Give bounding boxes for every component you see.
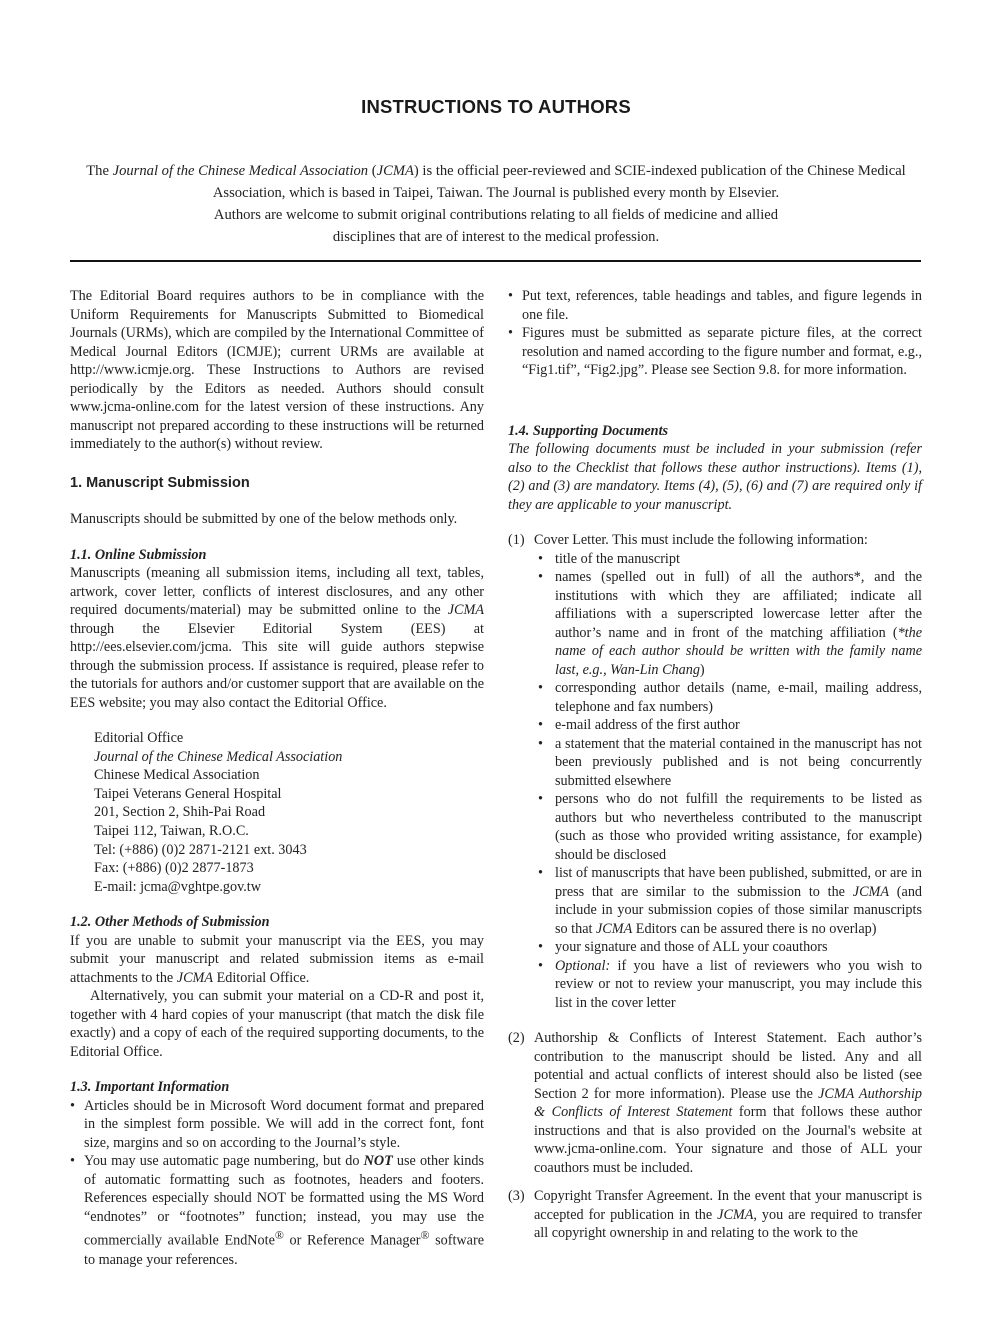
journal-abbrev: JCMA — [595, 920, 633, 937]
online-submission-paragraph — [70, 564, 484, 712]
page-title: INSTRUCTIONS TO AUTHORS — [361, 96, 631, 117]
list-item-text: use other kinds of automatic formatting such as footnotes, headers and footers. References especially should NOT be formatted using the MS Word “endnotes” or “footnotes” function; instead, you may use the commercially available EndNote — [84, 1153, 484, 1250]
journal-abbrev: JCMA — [376, 163, 414, 179]
subsection-heading-online-submission: 1.1. Online Submission — [70, 546, 207, 563]
intro-text: disciplines that are of interest to the medical profession. — [332, 229, 660, 245]
section-text: Manuscripts should be submitted by one of the below methods only. — [70, 511, 458, 527]
subsection-heading-supporting-documents: 1.4. Supporting Documents — [508, 422, 669, 439]
list-item: • Articles should be in Microsoft Word document format and prepared in the simplest form possible. We will add in the correct font, font size, margins and so on according to the Journal’s style. — [70, 1097, 484, 1153]
list-item — [555, 568, 922, 679]
important-info-list — [70, 1097, 484, 1269]
address-line: 201, Section 2, Shih-Pai Road — [94, 804, 266, 821]
emphasis-not: NOT — [363, 1153, 393, 1170]
intro-text: ) is the official peer-reviewed and SCIE-indexed publication of the Chinese Medical Association, which is based in Taipei, Taiwan. The Journal is published every month by Elsevier. — [212, 163, 906, 201]
cover-letter-requirements — [508, 550, 922, 1013]
list-item: • corresponding author details (name, e-mail, mailing address, telephone and fax numbers) — [555, 679, 922, 716]
opening-paragraph: The Editorial Board requires authors to be in compliance with the Uniform Requirements for Manuscripts Submitted to Biomedical Journals (URMs), which are compiled by the International Committee of Medical Journal Editors (ICMJE); current URMs are available at http://www.icmje.org. These Instructions to Authors are revised periodically by the Editors as needed. Authors should consult www.jcma-online.com for the latest version of these instructions. Any manuscript not prepared according to these instructions will be returned immediately to the author(s) without review. — [70, 288, 484, 452]
list-item-italic: *the name of each author should be written with the family name last, e.g., Wan-Lin Chang — [555, 624, 922, 678]
journal-abbrev: JCMA — [717, 1206, 754, 1223]
editorial-office-address — [94, 729, 484, 896]
list-item — [70, 1152, 484, 1269]
item-number: (2) — [508, 1030, 525, 1046]
list-item-text: software to manage your references. — [84, 1233, 484, 1268]
journal-abbrev: JCMA — [176, 969, 214, 986]
intro-paragraph — [70, 160, 922, 248]
form-name: JCMA Authorship & Conflicts of Interest Statement — [534, 1085, 922, 1120]
subsection-heading-other-methods: 1.2. Other Methods of Submission — [70, 914, 270, 931]
list-item-text: or Reference Manager — [283, 1233, 421, 1250]
list-item — [555, 864, 922, 938]
item-number: (1) — [508, 532, 525, 548]
address-phone: Tel: (+886) (0)2 2871-2121 ext. 3043 — [94, 841, 307, 858]
list-item: • a statement that the material contained in the manuscript has not been previously published and is not being concurrently submitted elsewhere — [555, 735, 922, 791]
list-item — [555, 957, 922, 1013]
registered-mark: ® — [274, 1228, 284, 1243]
address-line: Taipei Veterans General Hospital — [94, 785, 282, 802]
paragraph-text: through the Elsevier Editorial System (EES) at http://ees.elsevier.com/jcma. This site will guide authors stepwise through the submission process. If assistance is required, please refer to the tutorials for authors and/or customer support that are available on the EES website; you may also contact the Editorial Office. — [70, 620, 484, 711]
numbered-item-copyright-transfer — [508, 1187, 922, 1243]
intro-text: ( — [368, 163, 377, 179]
numbered-item-authorship-statement — [508, 1029, 922, 1177]
paragraph-text: If you are unable to submit your manuscript via the EES, you may submit your manuscript and related submission items as e-mail attachments to the — [70, 932, 484, 986]
paragraph-text: Manuscripts (meaning all submission items, including all text, tables, artwork, cover letter, conflicts of interest disclosures, and any other required documents/material) may be submitted online to the — [70, 565, 484, 618]
list-item-text: ) — [699, 661, 705, 678]
right-column — [508, 287, 922, 1243]
header-divider — [70, 260, 921, 262]
list-item: • Put text, references, table headings and tables, and figure legends in one file. — [508, 287, 922, 324]
item-number: (3) — [508, 1188, 525, 1204]
journal-abbrev: JCMA — [447, 602, 484, 618]
paragraph-text: Editorial Office. — [213, 969, 310, 986]
item-text: Authorship & Conflicts of Interest Statement. Each author’s contribution to the manuscript should be listed. Any and all potential and actual conflicts of interest should also be listed (see Section 2 for more information). Please use the — [534, 1030, 922, 1102]
left-column — [70, 287, 484, 1269]
list-item: • e-mail address of the first author — [555, 716, 922, 735]
optional-label: Optional: — [555, 957, 611, 974]
journal-abbrev: JCMA — [852, 883, 890, 900]
intro-text: Authors are welcome to submit original contributions relating to all fields of medicine and allied — [213, 207, 779, 223]
section-heading-manuscript-submission: 1. Manuscript Submission — [70, 474, 250, 491]
numbered-item-cover-letter — [508, 531, 922, 550]
list-item-text: names (spelled out in full) of all the authors*, and the institutions with which they are affiliated; indicate all affiliations with a superscripted lowercase letter after the author’s name and in front of the matching affiliation ( — [555, 569, 922, 641]
list-item: • your signature and those of ALL your coauthors — [555, 938, 922, 957]
list-item-text: (and include in your submission copies of those similar manuscripts so that — [555, 883, 923, 937]
address-line: Chinese Medical Association — [94, 767, 260, 784]
other-methods-paragraph — [70, 932, 484, 988]
address-line: Journal of the Chinese Medical Association — [94, 748, 343, 765]
list-item: • persons who do not fulfill the requirements to be listed as authors but who nevertheless contributed to the manuscript (such as those who provided writing assistance, for example) should be disclosed — [555, 790, 922, 864]
item-text: form that follows these author instructions and that is also provided on the Journal's website at www.jcma-online.com. Your signature and those of ALL your coauthors must be included. — [534, 1104, 922, 1176]
item-text: Copyright Transfer Agreement. In the event that your manuscript is accepted for publication in the — [534, 1188, 922, 1223]
list-item-text: Editors can be assured there is no overlap) — [632, 920, 877, 937]
address-email: E-mail: jcma@vghtpe.gov.tw — [94, 878, 261, 895]
item-text: Cover Letter. This must include the following information: — [534, 532, 868, 548]
address-line: Editorial Office — [94, 730, 184, 746]
list-item: • title of the manuscript — [555, 550, 922, 569]
list-item-text: list of manuscripts that have been published, submitted, or are in press that are similar to the submission to the — [555, 865, 922, 900]
list-item-text: You may use automatic page numbering, but do — [84, 1153, 364, 1170]
address-fax: Fax: (+886) (0)2 2877-1873 — [94, 860, 254, 877]
supporting-documents-intro: The following documents must be included in your submission (refer also to the Checklist that follows these author instructions). Items (1), (2) and (3) are mandatory. Items (4), (5), (6) and (7) are required only if they are applicable to your manuscript. — [508, 441, 922, 513]
list-item: • Figures must be submitted as separate picture files, at the correct resolution and named according to the figure number and format, e.g., “Fig1.tif”, “Fig2.jpg”. Please see Section 9.8. for more information. — [508, 324, 922, 380]
journal-name: Journal of the Chinese Medical Association — [112, 163, 369, 179]
item-text: , you are required to transfer all copyright ownership in and relating to the work to the — [534, 1206, 922, 1241]
subsection-heading-important-information: 1.3. Important Information — [70, 1079, 230, 1096]
intro-text: The — [86, 163, 113, 179]
registered-mark: ® — [420, 1228, 430, 1243]
list-item-text: if you have a list of reviewers who you wish to review or not to review your manuscript, you may include this list in the cover letter — [555, 957, 922, 1011]
alternative-submission-paragraph: Alternatively, you can submit your material on a CD-R and post it, together with 4 hard copies of your manuscript (that match the disk file exactly) and a copy of each of the required supporting documents, to the Editorial Office. — [70, 988, 484, 1060]
address-line: Taipei 112, Taiwan, R.O.C. — [94, 822, 249, 839]
file-format-list — [508, 287, 922, 380]
